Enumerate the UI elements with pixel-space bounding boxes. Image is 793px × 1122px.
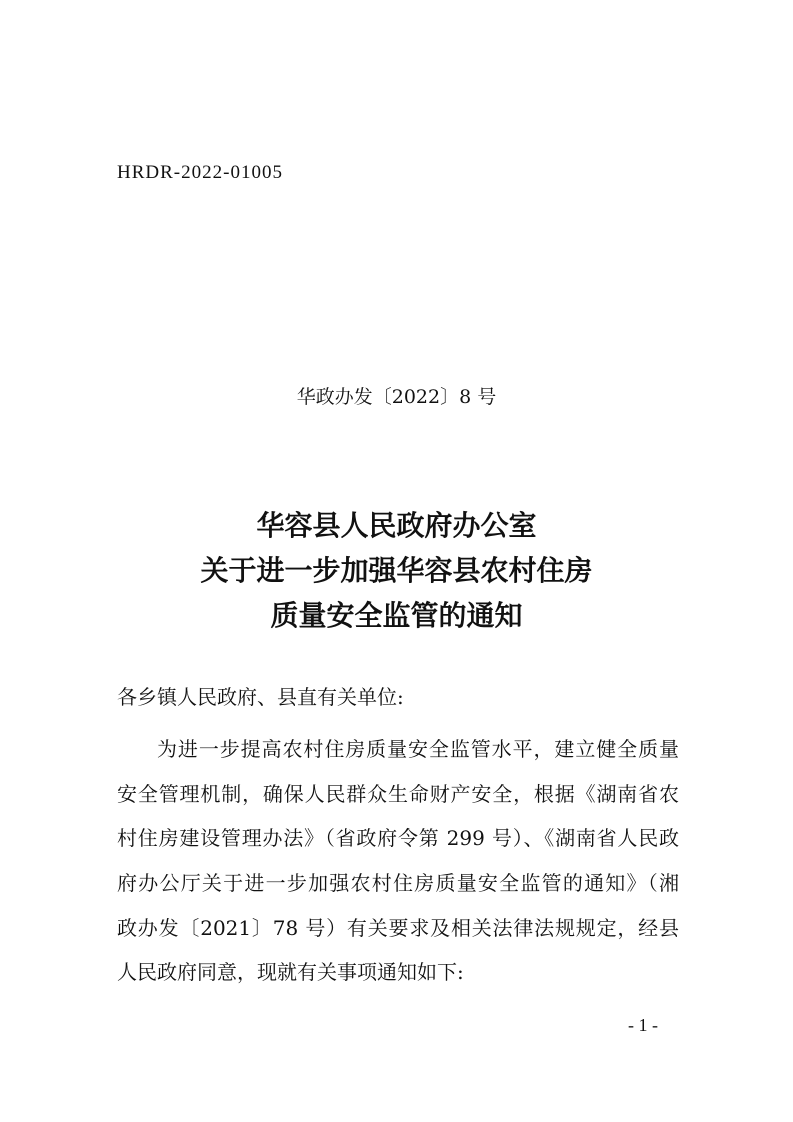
issue-number: 华政办发〔2022〕8 号 (296, 386, 497, 408)
title-line-2: 关于进一步加强华容县农村住房 (200, 554, 593, 587)
body-line: 为进一步提高农村住房质量安全监管水平，建立健全质量 (157, 737, 679, 761)
body-line: 人民政府同意，现就有关事项通知如下: (117, 960, 464, 985)
title-line-1: 华容县人民政府办公室 (256, 509, 537, 542)
body-line: 政办发〔2021〕78 号）有关要求及相关法律法规规定，经县 (117, 915, 679, 940)
body-line: 府办公厅关于进一步加强农村住房质量安全监管的通知》（湘 (117, 871, 679, 896)
body-line: 安全管理机制，确保人民群众生命财产安全，根据《湖南省农 (117, 781, 679, 806)
document-title (0, 503, 793, 638)
body-paragraph (117, 727, 679, 995)
title-line-3: 质量安全监管的通知 (270, 599, 523, 632)
document-code: HRDR-2022-01005 (117, 162, 283, 183)
page-number: - 1 - (628, 1015, 658, 1035)
salutation: 各乡镇人民政府、县直有关单位: (117, 685, 404, 709)
body-line: 村住房建设管理办法》（省政府令第 299 号）、《湖南省人民政 (117, 826, 679, 851)
